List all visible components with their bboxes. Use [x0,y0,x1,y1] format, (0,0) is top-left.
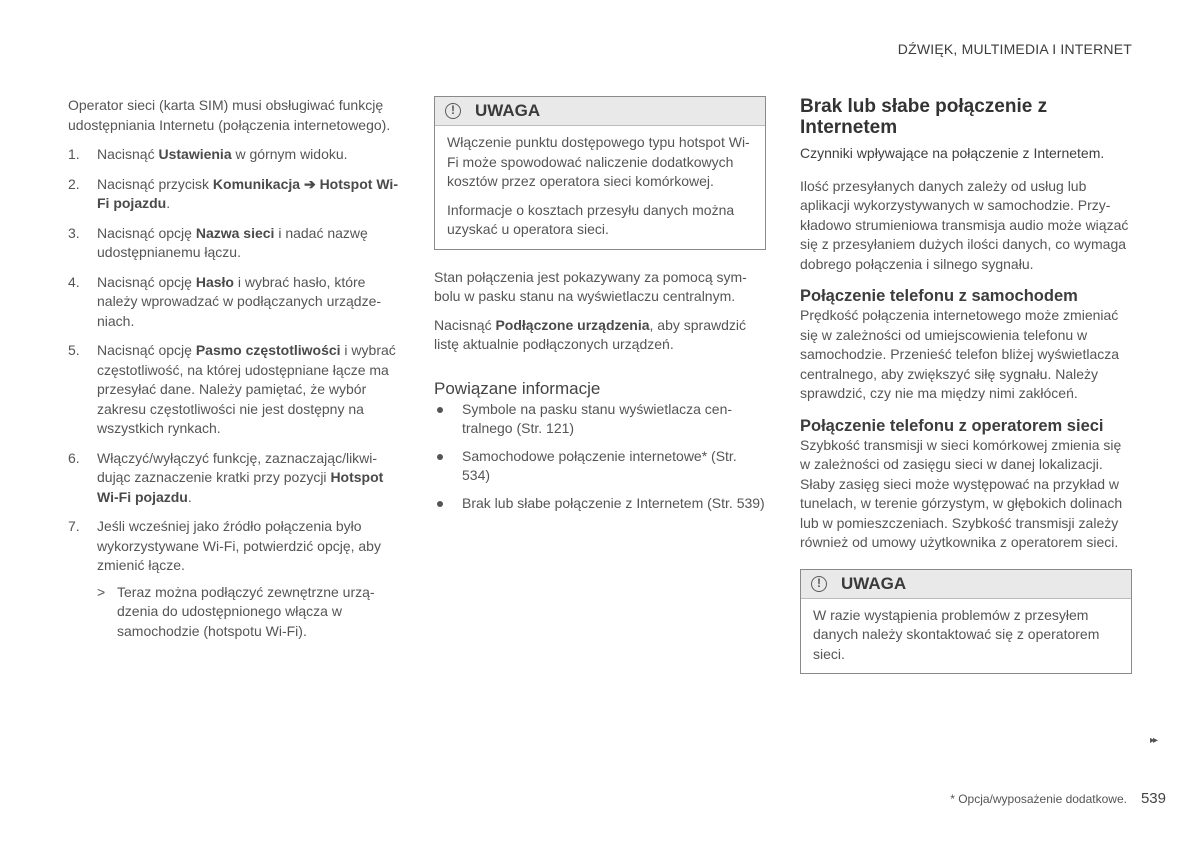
step-number: 7. [68,518,80,534]
step-text: i wybrać częstotliwość, na której udostępniane łącze ma przesyłać dane. Należy pamiętać, że wybór zakresu częstotliwości nie jest dostępny na wszystkich rynkach. [97,342,396,436]
related-link-text: Symbole na pasku stanu wyświetlacza centralnego (Str. 121) [462,400,733,436]
step-text: Nacisnąć przycisk [97,175,213,192]
step-number: 3. [68,224,80,241]
note-paragraph: Włączenie punktu dostępowego typu hotspot Wi-Fi może spowodować naliczenie dodatkowych kosztów przez operatora sieci komórkowej. [447,134,750,189]
related-link[interactable] [434,400,766,439]
bullet-icon [437,501,443,507]
step-item [68,517,398,641]
intro-paragraph: Operator sieci (karta SIM) musi obsługiwać funkcję udostępniania Internetu (połączenia internetowego). [68,97,391,133]
step-item [68,341,398,439]
note-box [434,96,766,250]
step-number: 5. [68,342,80,358]
step-number: 1. [68,146,80,162]
step-option: Komunikacja ➔ Hotspot Wi-Fi pojazdu [97,175,398,211]
step-text: i wybrać hasło, które należy wprowadzać w podłączanych urządzeniach. [97,273,382,329]
note-body [801,599,1131,674]
step-text: Włączyć/wyłączyć funkcję, zaznaczając/likwidując zaznaczenie kratki przy pozycji [97,449,378,485]
page-footer [950,790,1166,807]
step-option: Ustawienia [158,146,232,162]
note-title: UWAGA [475,101,541,121]
step-text: Nacisnąć [97,146,159,162]
note-header [435,97,765,126]
subheading-phone-operator: Połączenie telefonu z operatorem sieci [800,416,1104,435]
result-marker: > [97,583,106,600]
step-item [68,449,398,508]
text-span: Nacisnąć [434,316,496,333]
note-body [435,126,765,249]
step-number: 6. [68,449,80,466]
bullet-icon [437,454,443,460]
related-list [434,400,766,514]
subheading-phone-car: Połączenie telefonu z samochodem [800,287,1078,305]
step-option: Pasmo częstotliwości [195,342,341,358]
subheading-phone-operator-text: Szybkość transmisji w sieci komórkowej zmienia się w zależności od zasięgu sieci w danej lokalizacji. Słaby zasięg sieci może występować na przykład w tunelach, w terenie górzystym, w głębokich dolinach lub w pomieszczeniach. Szybkość transmisji zależy również od umowy użytkownika z operatorem sieci. [800,436,1123,550]
step-text: Nacisnąć opcję [97,342,196,358]
step-text: Jeśli wcześniej jako źródło połączenia było wykorzystywane Wi-Fi, potwierdzić opcję, aby zmienić łącze. [97,518,381,573]
column-middle [434,96,766,521]
page-number: 539 [1140,790,1166,807]
status-paragraph: Stan połączenia jest pokazywany za pomocą symbolu w pasku stanu na wyświetlaczu centralnym. [434,268,747,304]
step-option: Hotspot Wi-Fi pojazdu [97,469,384,505]
column-right [800,96,1132,692]
step-item [68,273,398,332]
warning-icon: ! [445,103,461,119]
step-option: Nazwa sieci [195,224,275,241]
step-text: . [166,195,171,211]
step-number: 2. [68,175,80,192]
section-heading: Brak lub słabe połączenie z Internetem [800,96,1048,138]
step-result [97,583,398,642]
related-link[interactable] [434,447,766,486]
section-intro: Czynniki wpływające na połączenie z Internetem. [800,145,1105,161]
connected-devices-option: Podłączone urządzenia [495,316,650,333]
note-header [801,570,1131,599]
step-item [68,175,398,214]
result-text: Teraz można podłączyć zewnętrzne urządzenia do udostępnionego włącza w samochodzie (hotspotu Wi-Fi). [117,583,375,639]
step-text: . [187,488,192,505]
step-text: w górnym widoku. [231,146,348,162]
related-heading: Powiązane informacje [434,378,601,398]
bullet-icon [437,407,443,413]
footnote: * Opcja/wyposażenie dodatkowe. [950,792,1127,806]
warning-icon: ! [811,576,827,592]
step-text: Nacisnąć opcję [97,273,196,290]
related-link-text: Samochodowe połączenie internetowe* (Str. 534) [462,447,737,483]
subheading-phone-car-text: Prędkość połączenia internetowego może zmieniać się w zależności od umiejscowienia telefonu w samochodzie. Przenieść telefon bliżej wyświetlacza centralnego, aby zwiększyć siłę sygnału. Należy sprawdzić, czy nie ma między nimi zakłóceń. [800,307,1120,401]
step-item [68,224,398,263]
section-paragraph: Ilość przesyłanych danych zależy od usług lub aplikacji wykorzystywanych w samochodzie. Przykładowo strumieniowa transmisja audio może wiązać się z przesyłaniem dużych ilości danych, co wymaga dobrego połączenia i silnego sygnału. [800,177,1129,272]
note-paragraph: Informacje o kosztach przesyłu danych można uzyskać u operatora sieci. [447,201,735,237]
note-title: UWAGA [841,573,907,593]
step-text: i nadać nazwę udostępnianemu łączu. [97,224,368,260]
column-left [68,96,398,651]
step-number: 4. [68,273,80,290]
note-box [800,569,1132,675]
step-item [68,145,398,165]
text-span: , aby sprawdzić listę aktualnie podłączonych urządzeń. [434,316,746,352]
note-paragraph: W razie wystąpienia problemów z przesyłem danych należy skontaktować się z operatorem sieci. [813,606,1100,662]
chapter-header: DŹWIĘK, MULTIMEDIA I INTERNET [897,41,1132,57]
related-link-text: Brak lub słabe połączenie z Internetem (Str. 539) [462,494,765,511]
continue-arrows-icon: ▸▸ [1150,735,1157,746]
steps-list [68,145,398,641]
step-text: Nacisnąć opcję [97,224,196,241]
connected-devices-paragraph [434,316,766,355]
step-option: Hasło [195,273,234,290]
related-link[interactable] [434,494,766,514]
